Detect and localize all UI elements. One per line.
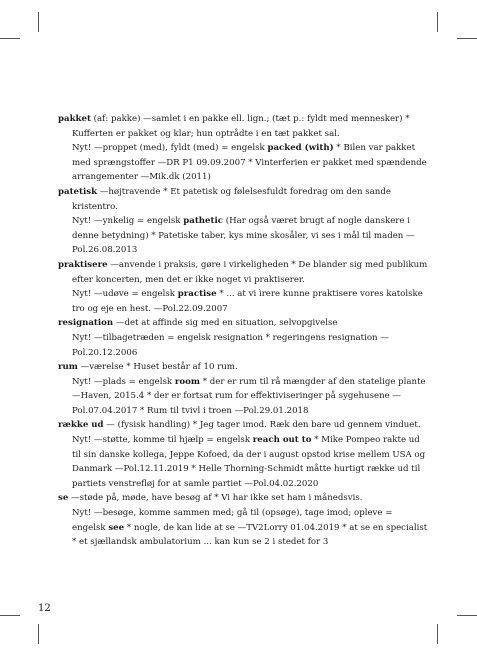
sense-examples: * nogle, de kan lide at se —TV2Lorry 01.04.2019 * at se en specialist * et sjællandsk ambulatorium ... kan kun se 2 i stedet for 3 (72, 522, 428, 548)
entry-new-sense (58, 331, 428, 360)
headword: patetisk (58, 186, 98, 197)
entry-head (58, 112, 428, 141)
entry-new-sense (58, 506, 428, 550)
english-term: packed (with) (267, 143, 334, 154)
definition: —værelse * Huset består af 10 rum. (77, 362, 238, 373)
entry-new-sense (58, 287, 428, 316)
english-term: pathetic (183, 216, 223, 227)
crop-mark-top-left (38, 12, 39, 32)
definition: —støde på, møde, have besøg af * Vi har ikke set ham i månedsvis. (68, 493, 363, 504)
dictionary-body (58, 112, 428, 550)
sense-examples: * ... at vi ìrere kunne praktisere vores katolske tro og eje en hest. —Pol.22.09.2007 (72, 289, 423, 314)
definition: —anvende i praksis, gøre i virkeligheden * De blander sig med publikum efter koncerten, men det er ikke noget vi praktiserer. (72, 259, 428, 285)
sense-text: Nyt! —plads = engelsk (72, 376, 175, 387)
definition: —det at affinde sig med en situation, selvopgivelse (113, 318, 338, 329)
entry-new-sense (58, 433, 428, 491)
crop-mark-left-bottom (0, 615, 20, 616)
entry-resignation (58, 316, 428, 360)
sense-text: Nyt! —støtte, komme til hjælp = engelsk (72, 435, 253, 446)
entry-se (58, 491, 428, 549)
english-term: reach out to (252, 435, 312, 446)
entry-patetisk (58, 185, 428, 258)
entry-raekke-ud (58, 418, 428, 491)
entry-new-sense (58, 375, 428, 419)
english-term: room (174, 376, 200, 387)
crop-mark-bottom-left (38, 624, 39, 644)
sense-examples: * Bilen var pakket med sprængstoffer —DR P1 09.09.2007 * Vinterferien er pakket med spændende arrangementer —Mik.dk (2011) (72, 143, 427, 183)
entry-head (58, 491, 428, 506)
sense-text: Nyt! —udøve = engelsk (72, 289, 178, 300)
sense-examples: (Har også været brugt af nogle danskere i denne betydning) * Patetiske taber, kys mine skosåler, vi ses i mål til maden —Pol.26.08.2013 (72, 216, 415, 256)
sense-examples: * der er rum til rå mængder af den statelige plante —Haven, 2015.4 * der er fortsat rum for effektiviseringer på sygehusene —Pol.07.04.2017 * Rum til tvivl i troen —Pol.29.01.2018 (72, 376, 426, 416)
headword: rum (58, 362, 78, 373)
entry-new-sense (58, 214, 428, 258)
headword: se (58, 493, 69, 504)
definition: (af: pakke) —samlet i en pakke ell. lign.; (tæt p.: fyldt med mennesker) * Kufferten er pakket og klar; hun optrådte i en tæt pakket sal. (72, 114, 410, 139)
headword: pakket (58, 114, 91, 124)
sense-text: Nyt! —tilbagetræden = engelsk resignation * regeringens resignation —Pol.20.12.2006 (72, 332, 389, 358)
definition: — (fysisk handling) * Jeg tager imod. Ræk den bare ud gennem vinduet. (103, 420, 421, 431)
crop-mark-top-right (437, 12, 438, 32)
headword: resignation (58, 318, 114, 329)
sense-text: Nyt! —proppet (med), fyldt (med) = engelsk (72, 143, 268, 154)
entry-head (58, 360, 428, 375)
headword: praktisere (58, 259, 108, 270)
crop-mark-right-bottom (457, 615, 477, 616)
definition: —højtravende * Et patetisk og følelsesfuldt foredrag om den sande kristentro. (72, 186, 391, 212)
entry-head (58, 418, 428, 433)
entry-head (58, 316, 428, 331)
sense-text: Nyt! —ynkelig = engelsk (72, 216, 184, 227)
crop-mark-bottom-right (437, 624, 438, 644)
crop-mark-right-top (457, 38, 477, 39)
entry-head (58, 258, 428, 287)
entry-rum (58, 360, 428, 418)
crop-mark-left-top (0, 38, 20, 39)
sense-examples: * Mike Pompeo rakte ud til sin danske kollega, Jeppe Kofoed, da der i august opstod krise mellem USA og Danmark —Pol.12.11.2019 * Helle Thorning-Schmidt måtte hurtigt række ud til partiets venstrefløj for at samle partiet —Pol.04.02.2020 (72, 435, 426, 489)
headword: række ud (58, 420, 104, 431)
page-number: 12 (38, 603, 51, 614)
english-term: practise (177, 289, 217, 300)
sense-text: Nyt! —besøge, komme sammen med; gå til (opsøge), tage imod; opleve = engelsk (72, 508, 393, 533)
entry-head (58, 185, 428, 214)
entry-praktisere (58, 258, 428, 316)
entry-pakket (58, 112, 428, 185)
entry-new-sense (58, 141, 428, 185)
english-term: see (108, 522, 125, 533)
